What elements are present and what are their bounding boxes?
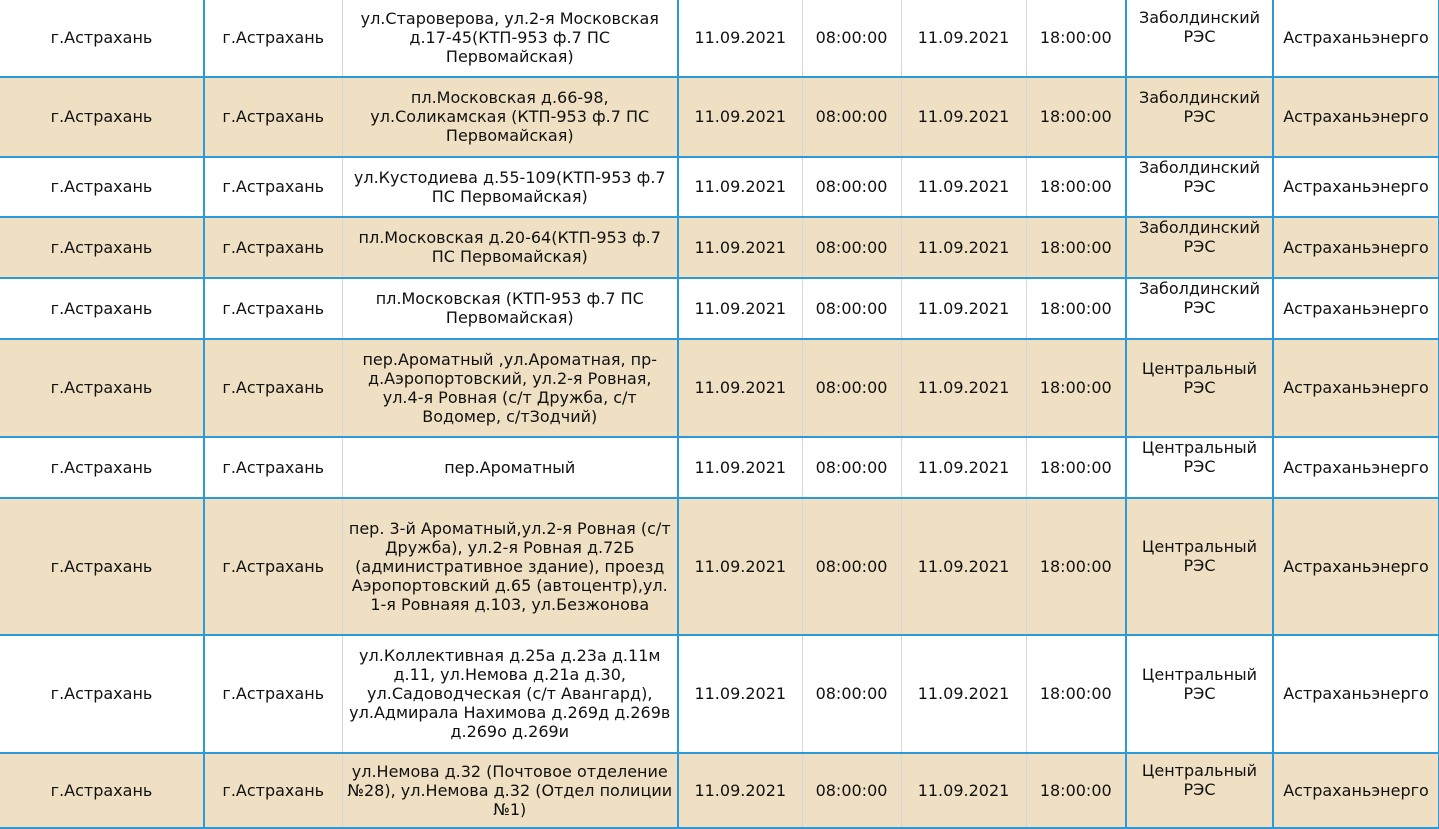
address-cell: пер.Ароматный ,ул.Ароматная, пр-д.Аэропортовский, ул.2-я Ровная, ул.4-я Ровная (с/т Дружба, с/т Водомер, с/тЗодчий): [342, 339, 678, 437]
res-cell: [1126, 339, 1273, 437]
res-cell: [1126, 157, 1273, 217]
res-cell: [1126, 0, 1273, 77]
company-cell: Астраханьэнерго: [1273, 0, 1439, 77]
settlement-cell: г.Астрахань: [204, 77, 342, 157]
start-time-cell: 08:00:00: [802, 217, 901, 278]
start-time-cell: 08:00:00: [802, 0, 901, 77]
address-cell: ул.Староверова, ул.2-я Московская д.17-45(КТП-953 ф.7 ПС Первомайская): [342, 0, 678, 77]
end-date-cell: 11.09.2021: [901, 217, 1026, 278]
table-row: [0, 278, 1439, 339]
start-time-cell: 08:00:00: [802, 437, 901, 498]
company-cell: Астраханьэнерго: [1273, 278, 1439, 339]
address-cell: пл.Московская д.20-64(КТП-953 ф.7 ПС Первомайская): [342, 217, 678, 278]
end-date-cell: 11.09.2021: [901, 77, 1026, 157]
district-cell: г.Астрахань: [0, 635, 204, 753]
table-row: [0, 339, 1439, 437]
settlement-cell: г.Астрахань: [204, 753, 342, 828]
address-cell: пл.Московская д.66-98, ул.Соликамская (КТП-953 ф.7 ПС Первомайская): [342, 77, 678, 157]
address-cell: ул.Кустодиева д.55-109(КТП-953 ф.7 ПС Первомайская): [342, 157, 678, 217]
company-cell: Астраханьэнерго: [1273, 498, 1439, 635]
district-cell: г.Астрахань: [0, 498, 204, 635]
table-row: [0, 217, 1439, 278]
res-label: Центральный РЭС: [1141, 438, 1258, 476]
settlement-cell: г.Астрахань: [204, 157, 342, 217]
end-date-cell: 11.09.2021: [901, 635, 1026, 753]
table-row: [0, 437, 1439, 498]
res-cell: [1126, 437, 1273, 498]
end-date-cell: 11.09.2021: [901, 0, 1026, 77]
settlement-cell: г.Астрахань: [204, 217, 342, 278]
end-date-cell: 11.09.2021: [901, 157, 1026, 217]
district-cell: г.Астрахань: [0, 77, 204, 157]
start-time-cell: 08:00:00: [802, 278, 901, 339]
district-cell: г.Астрахань: [0, 339, 204, 437]
res-cell: [1126, 217, 1273, 278]
res-label: Центральный РЭС: [1141, 358, 1258, 397]
res-label: Заболдинский РЭС: [1138, 279, 1261, 317]
settlement-cell: г.Астрахань: [204, 0, 342, 77]
company-cell: Астраханьэнерго: [1273, 437, 1439, 498]
start-time-cell: 08:00:00: [802, 498, 901, 635]
res-label: Центральный РЭС: [1141, 537, 1258, 575]
table-row: [0, 753, 1439, 828]
start-time-cell: 08:00:00: [802, 635, 901, 753]
end-time-cell: 18:00:00: [1026, 77, 1126, 157]
res-cell: [1126, 77, 1273, 157]
end-date-cell: 11.09.2021: [901, 278, 1026, 339]
start-date-cell: 11.09.2021: [678, 77, 802, 157]
table-row: [0, 157, 1439, 217]
res-label: Заболдинский РЭС: [1138, 8, 1261, 47]
res-label: Центральный РЭС: [1141, 664, 1258, 703]
end-date-cell: 11.09.2021: [901, 753, 1026, 828]
district-cell: г.Астрахань: [0, 278, 204, 339]
company-cell: Астраханьэнерго: [1273, 157, 1439, 217]
table-row: [0, 77, 1439, 157]
start-date-cell: 11.09.2021: [678, 278, 802, 339]
res-cell: [1126, 635, 1273, 753]
start-date-cell: 11.09.2021: [678, 753, 802, 828]
address-cell: пл.Московская (КТП-953 ф.7 ПС Первомайская): [342, 278, 678, 339]
end-date-cell: 11.09.2021: [901, 339, 1026, 437]
table-row: [0, 635, 1439, 753]
address-cell: ул.Коллективная д.25а д.23а д.11м д.11, ул.Немова д.21а д.30, ул.Садоводческая (с/т Авангард), ул.Адмирала Нахимова д.269д д.269в д.269о д.269и: [342, 635, 678, 753]
start-date-cell: 11.09.2021: [678, 339, 802, 437]
table-row: [0, 498, 1439, 635]
start-date-cell: 11.09.2021: [678, 217, 802, 278]
address-cell: пер.Ароматный: [342, 437, 678, 498]
end-date-cell: 11.09.2021: [901, 437, 1026, 498]
settlement-cell: г.Астрахань: [204, 278, 342, 339]
start-date-cell: 11.09.2021: [678, 0, 802, 77]
start-time-cell: 08:00:00: [802, 77, 901, 157]
district-cell: г.Астрахань: [0, 0, 204, 77]
start-date-cell: 11.09.2021: [678, 157, 802, 217]
res-label: Заболдинский РЭС: [1138, 218, 1261, 256]
res-cell: [1126, 498, 1273, 635]
res-label: Заболдинский РЭС: [1138, 87, 1261, 126]
settlement-cell: г.Астрахань: [204, 339, 342, 437]
address-cell: пер. 3-й Ароматный,ул.2-я Ровная (с/т Дружба), ул.2-я Ровная д.72Б (административное здание), проезд Аэропортовский д.65 (автоцентр),ул. 1-я Ровнаяя д.103, ул.Безжонова: [342, 498, 678, 635]
address-cell: ул.Немова д.32 (Почтовое отделение №28), ул.Немова д.32 (Отдел полиции №1): [342, 753, 678, 828]
settlement-cell: г.Астрахань: [204, 437, 342, 498]
end-time-cell: 18:00:00: [1026, 339, 1126, 437]
company-cell: Астраханьэнерго: [1273, 753, 1439, 828]
company-cell: Астраханьэнерго: [1273, 77, 1439, 157]
district-cell: г.Астрахань: [0, 437, 204, 498]
company-cell: Астраханьэнерго: [1273, 217, 1439, 278]
district-cell: г.Астрахань: [0, 753, 204, 828]
end-time-cell: 18:00:00: [1026, 0, 1126, 77]
district-cell: г.Астрахань: [0, 217, 204, 278]
table-row: [0, 0, 1439, 77]
res-cell: [1126, 278, 1273, 339]
start-time-cell: 08:00:00: [802, 753, 901, 828]
end-time-cell: 18:00:00: [1026, 753, 1126, 828]
res-cell: [1126, 753, 1273, 828]
end-time-cell: 18:00:00: [1026, 217, 1126, 278]
end-date-cell: 11.09.2021: [901, 498, 1026, 635]
res-label: Центральный РЭС: [1141, 761, 1258, 799]
res-label: Заболдинский РЭС: [1138, 157, 1261, 196]
start-date-cell: 11.09.2021: [678, 635, 802, 753]
end-time-cell: 18:00:00: [1026, 278, 1126, 339]
settlement-cell: г.Астрахань: [204, 635, 342, 753]
settlement-cell: г.Астрахань: [204, 498, 342, 635]
end-time-cell: 18:00:00: [1026, 157, 1126, 217]
company-cell: Астраханьэнерго: [1273, 339, 1439, 437]
district-cell: г.Астрахань: [0, 157, 204, 217]
start-date-cell: 11.09.2021: [678, 498, 802, 635]
end-time-cell: 18:00:00: [1026, 498, 1126, 635]
end-time-cell: 18:00:00: [1026, 635, 1126, 753]
start-date-cell: 11.09.2021: [678, 437, 802, 498]
company-cell: Астраханьэнерго: [1273, 635, 1439, 753]
end-time-cell: 18:00:00: [1026, 437, 1126, 498]
start-time-cell: 08:00:00: [802, 339, 901, 437]
start-time-cell: 08:00:00: [802, 157, 901, 217]
